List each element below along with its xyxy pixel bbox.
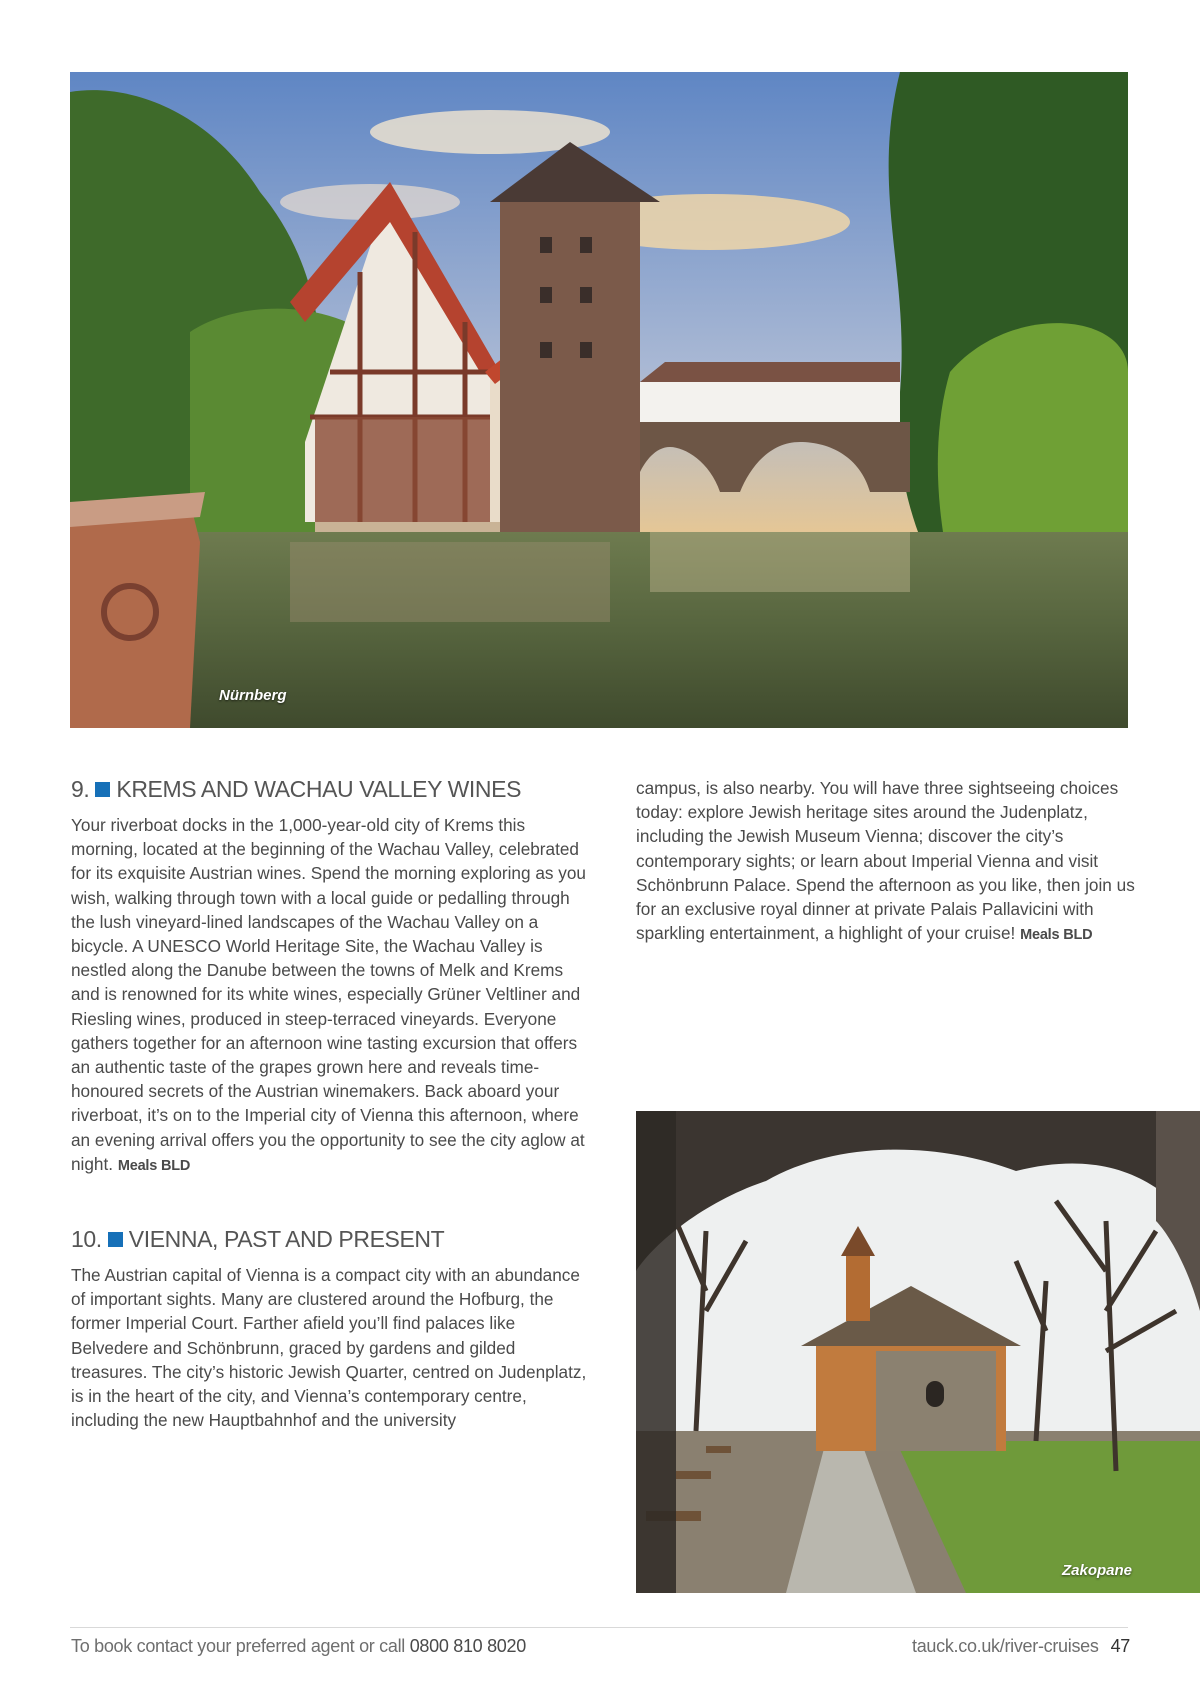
nurnberg-photo xyxy=(70,72,1128,728)
footer-website xyxy=(912,1636,1130,1657)
nurnberg-illustration xyxy=(70,72,1128,728)
section-title: KREMS AND WACHAU VALLEY WINES xyxy=(116,776,522,802)
zakopane-illustration xyxy=(636,1111,1200,1593)
section-body xyxy=(71,1263,591,1432)
booking-text: To book contact your preferred agent or call xyxy=(71,1636,405,1656)
zakopane-caption: Zakopane xyxy=(1061,1562,1132,1579)
left-text-column xyxy=(71,774,591,1432)
section-number: 9. xyxy=(71,776,90,802)
section-number: 10. xyxy=(71,1226,102,1253)
page-number: 47 xyxy=(1110,1636,1130,1656)
footer-booking xyxy=(71,1636,526,1657)
section-body-text: Your riverboat docks in the 1,000-year-old city of Krems this morning, located at the beginning of the Wachau Valley, celebrated for its exquisite Austrian wines. Spend the morning exploring as you wish, walking through town with a local guide or pedalling through the lush vineyard-lined landscapes of the Wachau Valley on a bicycle. A UNESCO World Heritage Site, the Wachau Valley is nestled along the Danube between the towns of Melk and Krems and is renowned for its white wines, especially Grüner Veltliner and Riesling wines, produced in steep-terraced vineyards. Everyone gathers together for an afternoon wine tasting excursion that offers an authentic taste of the grapes grown here and reveals time-honoured secrets of the Austrian winemakers. Back aboard your riverboat, it’s on to the Imperial city of Vienna this afternoon, where an evening arrival offers you the opportunity to see the city aglow at night. xyxy=(71,815,586,1174)
zakopane-photo xyxy=(636,1111,1200,1593)
section-heading xyxy=(71,774,591,804)
blue-square-icon xyxy=(108,1232,123,1247)
footer-divider xyxy=(70,1627,1128,1628)
nurnberg-caption: Nürnberg xyxy=(219,687,287,704)
section-body-continued xyxy=(636,776,1136,947)
meals-label: Meals BLD xyxy=(1020,927,1093,944)
section-title: VIENNA, PAST AND PRESENT xyxy=(128,1226,445,1253)
website-link[interactable]: tauck.co.uk/river-cruises xyxy=(912,1636,1099,1656)
section-body-text: The Austrian capital of Vienna is a compact city with an abundance of important sights. Many are clustered around the Hofburg, the former Imperial Court. Farther afield you’ll find palaces like Belvedere and Schönbrunn, graced by gardens and gilded treasures. The city’s historic Jewish Quarter, centred on Judenplatz, is in the heart of the city, and Vienna’s contemporary centre, including the new Hauptbahnhof and the university xyxy=(71,1265,587,1431)
section-day-9 xyxy=(71,774,591,1178)
section-body xyxy=(71,813,591,1178)
section-day-10 xyxy=(71,1224,591,1432)
right-text-column xyxy=(636,776,1136,947)
section-body-continuation: campus, is also nearby. You will have three sightseeing choices today: explore Jewish heritage sites around the Judenplatz, including the Jewish Museum Vienna; discover the city’s contemporary sights; or learn about Imperial Vienna and visit Schönbrunn Palace. Spend the afternoon as you like, then join us for an exclusive royal dinner at private Palais Pallavicini with sparkling entertainment, a highlight of your cruise! xyxy=(636,778,1135,944)
blue-square-icon xyxy=(95,782,110,797)
meals-label: Meals BLD xyxy=(117,1157,191,1174)
phone-number[interactable]: 0800 810 8020 xyxy=(409,1636,526,1656)
section-heading xyxy=(71,1224,591,1254)
